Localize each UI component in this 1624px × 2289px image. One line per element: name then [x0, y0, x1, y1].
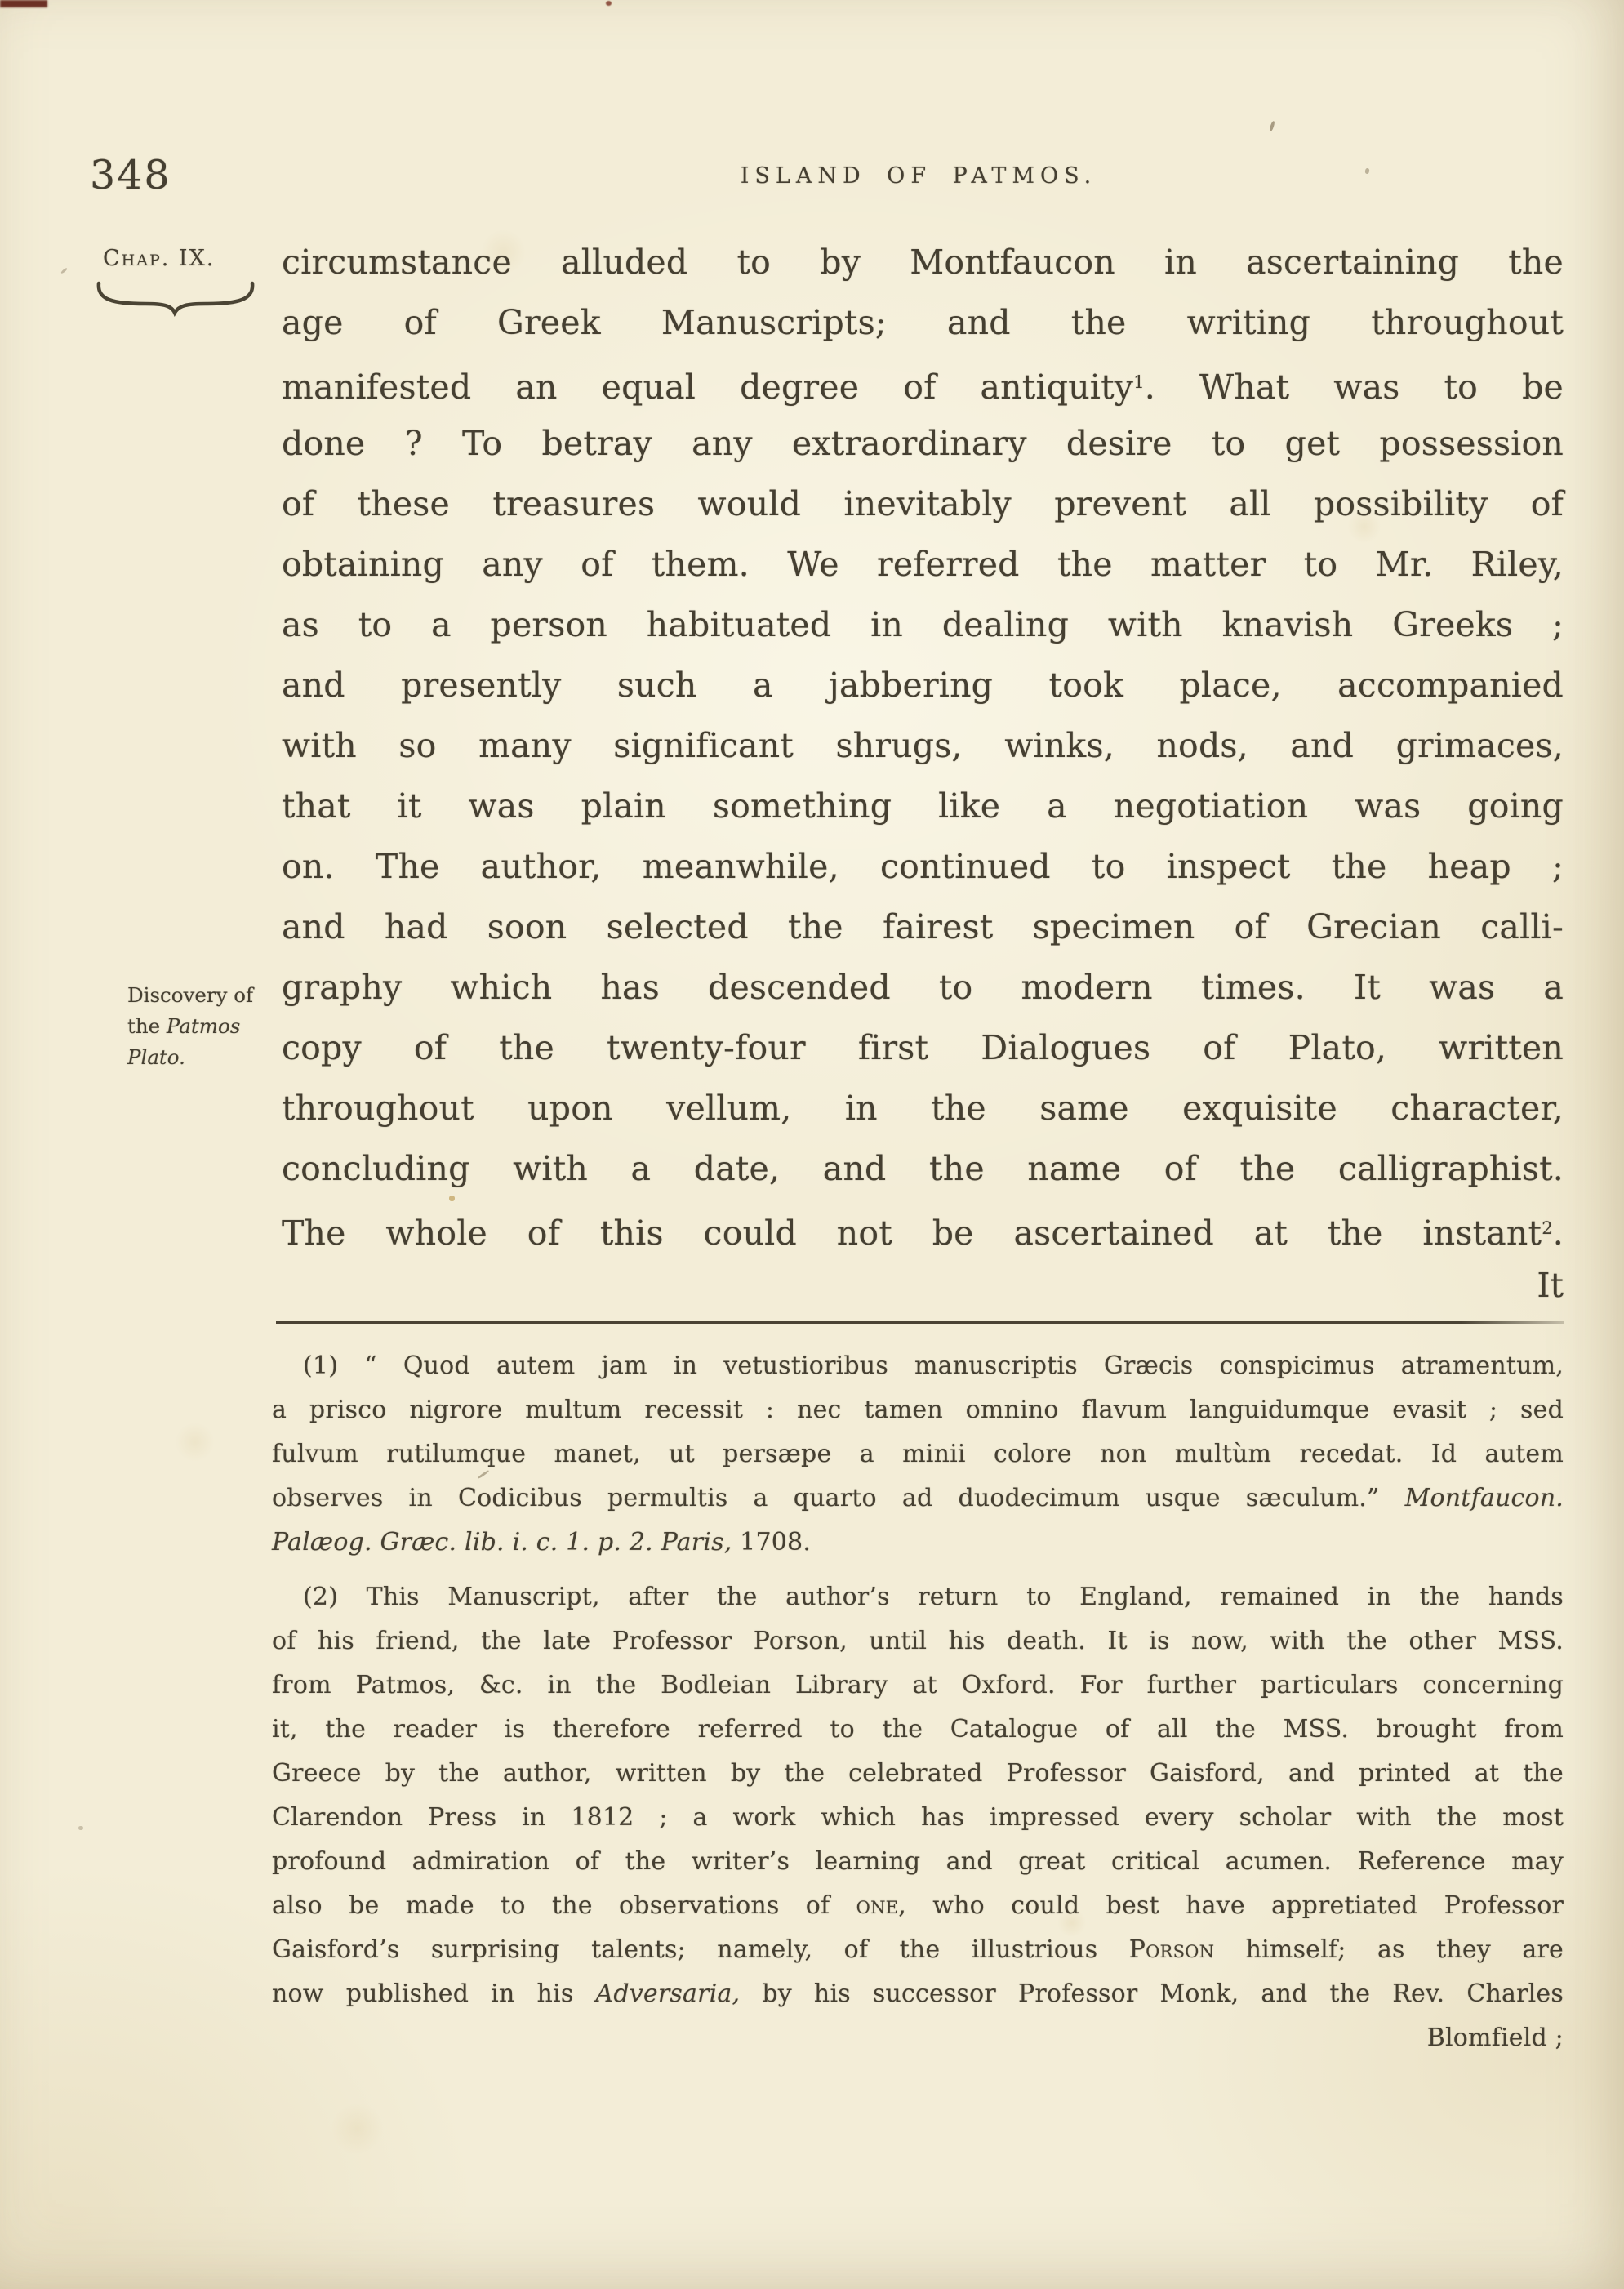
margin-note — [127, 980, 303, 1073]
text-line: Greece by the author, written by the celebrated Professor Gaisford, and printed at the — [272, 1759, 1564, 1788]
text-line: age of Greek Manuscripts; and the writing throughout — [282, 303, 1564, 342]
chapter-label: Chap. IX. — [103, 246, 216, 271]
text-line: and had soon selected the fairest specimen of Grecian calli- — [282, 907, 1564, 946]
scan-corner-artifact — [0, 0, 47, 7]
text-line: circumstance alluded to by Montfaucon in ascertaining the — [282, 243, 1564, 282]
text-line: it, the reader is therefore referred to the Catalogue of all the MSS. brought from — [272, 1715, 1564, 1743]
text-line: observes in Codicibus permultis a quarto ad duodecimum usque sæculum.” Montfaucon. — [272, 1484, 1564, 1512]
page-number: 348 — [90, 152, 171, 198]
text-line: the Patmos — [127, 1014, 241, 1038]
footnotes-section — [272, 1344, 1564, 2060]
footnote-2 — [272, 1575, 1564, 2060]
text-line: on. The author, meanwhile, continued to inspect the heap ; — [282, 847, 1564, 886]
text-line: The whole of this could not be ascertained at the instant$^2$. — [282, 1214, 1564, 1254]
body-text — [282, 232, 1564, 1259]
footnote-divider-rule — [276, 1321, 1564, 1324]
text-line: obtaining any of them. We referred the matter to Mr. Riley, — [282, 545, 1564, 584]
text-line: Gaisford’s surprising talents; namely, of the illustrious Porson himself; as they are — [272, 1935, 1564, 1964]
text-line: Palæog. Græc. lib. i. c. 1. p. 2. Paris, 1708. — [272, 1528, 812, 1556]
text-line: Clarendon Press in 1812 ; a work which has impressed every scholar with the most — [272, 1803, 1564, 1832]
chapter-brace-flourish — [95, 280, 256, 323]
text-line: profound admiration of the writer’s learning and great critical acumen. Reference may — [272, 1847, 1564, 1876]
text-line: a prisco nigrore multum recessit : nec tamen omnino flavum languidumque evasit ; sed — [272, 1396, 1564, 1424]
text-line: copy of the twenty-four first Dialogues of Plato, written — [282, 1028, 1564, 1067]
text-line: that it was plain something like a negotiation was going — [282, 786, 1564, 826]
text-line: also be made to the observations of one, who could best have appretiated Professor — [272, 1891, 1564, 1920]
text-line: done ? To betray any extraordinary desire to get possession — [282, 424, 1564, 463]
text-line: as to a person habituated in dealing with knavish Greeks ; — [282, 605, 1564, 644]
text-line: (2) This Manuscript, after the author’s return to England, remained in the hands — [303, 1583, 1564, 1611]
text-line: Plato. — [127, 1045, 185, 1069]
scan-speck — [606, 1, 612, 6]
scan-speck — [78, 1826, 83, 1830]
text-line: concluding with a date, and the name of the calligraphist. — [282, 1149, 1564, 1188]
scan-speck — [1269, 121, 1275, 132]
text-line: Discovery of — [127, 983, 254, 1007]
text-line: throughout upon vellum, in the same exquisite character, — [282, 1089, 1564, 1128]
running-head: ISLAND OF PATMOS. — [740, 163, 1097, 189]
text-line: of his friend, the late Professor Porson, until his death. It is now, with the other MSS. — [272, 1627, 1564, 1655]
text-line: and presently such a jabbering took place, accompanied — [282, 666, 1564, 705]
text-line: fulvum rutilumque manet, ut persæpe a minii colore non multùm recedat. Id autem — [272, 1440, 1564, 1468]
scan-speck — [60, 267, 68, 274]
catchword: It — [1537, 1266, 1564, 1305]
text-line: Blomfield ; — [1426, 2024, 1564, 2052]
text-line: of these treasures would inevitably prevent all possibility of — [282, 484, 1564, 523]
text-line: now published in his Adversaria, by his successor Professor Monk, and the Rev. Charles — [272, 1979, 1564, 2008]
text-line: graphy which has descended to modern times. It was a — [282, 968, 1564, 1007]
text-line: manifested an equal degree of antiquity$^1$. What was to be — [282, 367, 1564, 407]
text-line: with so many significant shrugs, winks, nods, and grimaces, — [282, 726, 1564, 765]
text-line: from Patmos, &c. in the Bodleian Library at Oxford. For further particulars concerning — [272, 1671, 1564, 1699]
text-line: (1) “ Quod autem jam in vetustioribus manuscriptis Græcis conspicimus atramentum, — [303, 1352, 1564, 1380]
footnote-1 — [272, 1344, 1564, 1565]
